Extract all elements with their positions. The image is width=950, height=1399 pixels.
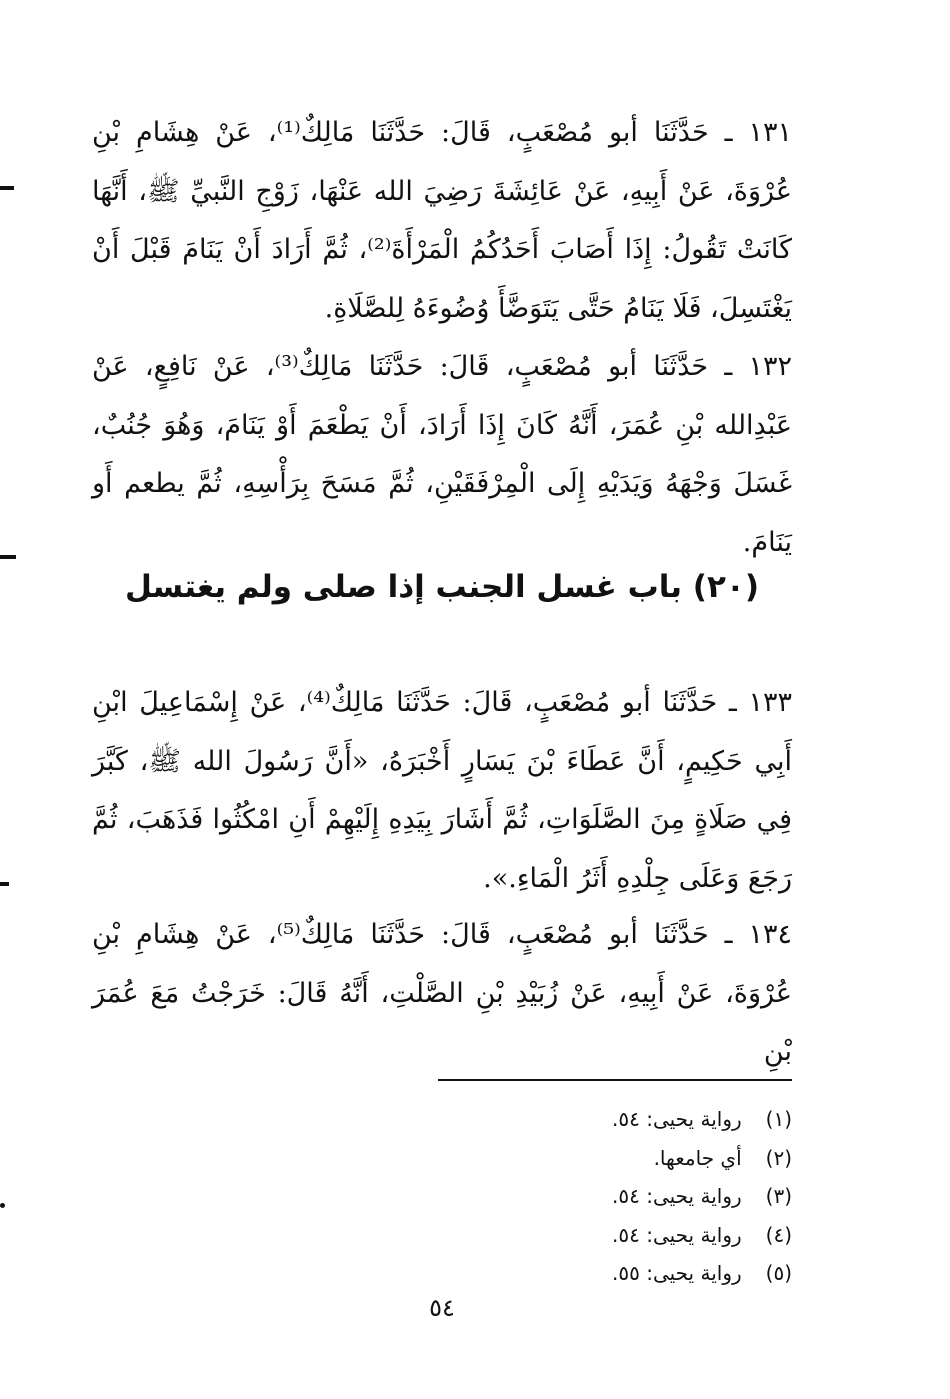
hadith-131-paragraph: ١٣١ ـ حَدَّثَنَا أبو مُصْعَبٍ، قَالَ: حَدَّثَنَا مَالِكٌ⁽¹⁾، عَنْ هِشَامِ بْنِ عُرْوَةَ، عَنْ أَبِيهِ، عَنْ عَائِشَةَ رَضِيَ الله عَنْهَا، زَوْجِ النَّبيِّ ﷺ، أَنَّهَا كَانَتْ تَقُولُ: إِذَا أَصَابَ أَحَدُكُمُ الْمَرْأَةَ⁽²⁾، ثُمَّ أَرَادَ أَنْ يَنَامَ قَبْلَ أَنْ يَغْتَسِلَ، فَلَا يَنَامُ حَتَّى يَتَوَضَّأَ وُضُوءَهُ لِلصَّلَاةِ. bbox=[92, 117, 793, 324]
scan-edge-mark bbox=[0, 882, 9, 886]
footnote-text: رواية يحيى: ٥٤. bbox=[612, 1222, 742, 1247]
page-number: ٥٤ bbox=[429, 1294, 455, 1322]
scan-edge-mark bbox=[0, 186, 14, 190]
hadith-134-paragraph: ١٣٤ ـ حَدَّثَنَا أبو مُصْعَبٍ، قَالَ: حَدَّثَنَا مَالِكٌ⁽⁵⁾، عَنْ هِشَامِ بْنِ عُرْوَةَ، عَنْ أَبِيهِ، عَنْ زُبَيْدِ بْنِ الصَّلْتِ، أَنَّهُ قَالَ: خَرَجْتُ مَعَ عُمَرَ بْنِ bbox=[92, 919, 793, 1067]
footnote-number: (٢) bbox=[765, 1145, 792, 1170]
hadith-133-paragraph: ١٣٣ ـ حَدَّثَنَا أبو مُصْعَبٍ، قَالَ: حَدَّثَنَا مَالِكٌ⁽⁴⁾، عَنْ إِسْمَاعِيلَ ابْنِ أَبِي حَكِيمٍ، أَنَّ عَطَاءَ بْنَ يَسَارٍ أَخْبَرَهُ، «أَنَّ رَسُولَ الله ﷺ، كَبَّرَ فِي صَلَاةٍ مِنَ الصَّلَوَاتِ، ثُمَّ أَشَارَ بِيَدِهِ إِلَيْهِمْ أَنِ امْكُثُوا فَذَهَبَ، ثُمَّ رَجَعَ وَعَلَى جِلْدِهِ أَثَرُ الْمَاءِ.». bbox=[92, 687, 793, 894]
footnote-5 bbox=[92, 1254, 792, 1293]
footnote-4 bbox=[92, 1216, 792, 1255]
footnote-number: (٤) bbox=[765, 1222, 792, 1247]
footnotes bbox=[92, 1100, 792, 1293]
footnote-text: أي جامعها. bbox=[653, 1145, 742, 1170]
footnote-text: رواية يحيى: ٥٥. bbox=[612, 1261, 742, 1285]
footnote-3 bbox=[92, 1177, 792, 1216]
chapter-heading: (٢٠) باب غسل الجنب إذا صلى ولم يغتسل bbox=[125, 569, 759, 605]
footnote-1 bbox=[92, 1100, 792, 1139]
footnote-text: رواية يحيى: ٥٤. bbox=[612, 1184, 742, 1208]
hadith-132-paragraph: ١٣٢ ـ حَدَّثَنَا أبو مُصْعَبٍ، قَالَ: حَدَّثَنَا مَالِكٌ⁽³⁾، عَنْ نَافِعٍ، عَنْ عَبْدِالله بْنِ عُمَرَ، أَنَّهُ كَانَ إِذَا أَرَادَ، أَنْ يَطْعَمَ أَوْ يَنَامَ، وَهُوَ جُنُبٌ، غَسَلَ وَجْهَهُ وَيَدَيْهِ إِلَى الْمِرْفَقَيْنِ، ثُمَّ مَسَحَ بِرَأْسِهِ، ثُمَّ يطعم أَو يَنَامَ. bbox=[92, 351, 792, 558]
book-page bbox=[92, 0, 792, 1399]
footnote-number: (١) bbox=[765, 1107, 792, 1131]
footnote-text: رواية يحيى: ٥٤. bbox=[612, 1107, 742, 1131]
footnote-number: (٣) bbox=[765, 1184, 792, 1208]
scan-edge-mark bbox=[0, 1203, 5, 1208]
footnote-2 bbox=[92, 1139, 792, 1178]
footnote-number: (٥) bbox=[765, 1261, 792, 1285]
scan-edge-mark bbox=[0, 555, 16, 559]
